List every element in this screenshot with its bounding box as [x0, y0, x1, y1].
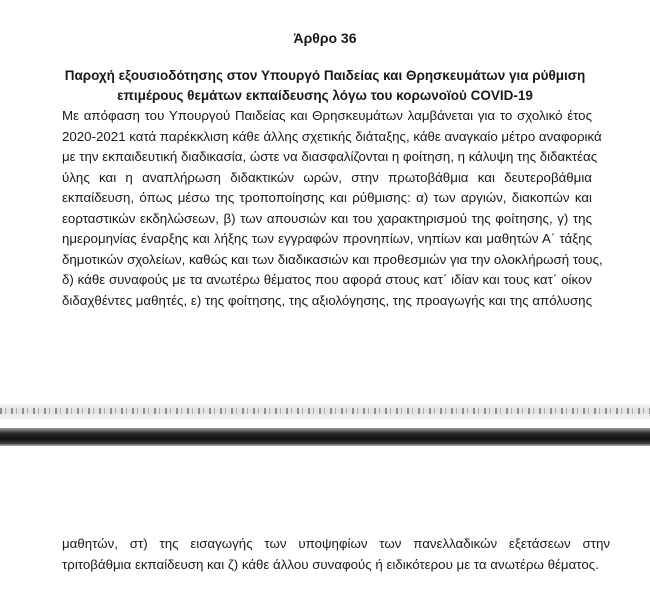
article-title: Άρθρο 36: [293, 30, 357, 46]
body-line: εορταστικών εκδηλώσεων, β) των απουσιών και του χαρακτηρισμού της φοίτησης, γ) της: [62, 210, 592, 226]
subtitle-line: επιμέρους θεμάτων εκπαίδευσης λόγω του κορωνοϊού COVID-19: [117, 88, 533, 103]
subtitle-line: Παροχή εξουσιοδότησης στον Υπουργό Παιδείας και Θρησκευμάτων για ρύθμιση: [64, 68, 586, 83]
body-line: ημερομηνίας έναρξης και λήξης των εγγραφών προνηπίων, νηπίων και μαθητών Α΄ τάξης: [62, 231, 592, 246]
body-line: δημοτικών σχολείων, καθώς και των διαδικασιών και προθεσμιών για την ολοκλήρωσή τους,: [62, 251, 603, 267]
page-break-scan-artifact: [0, 398, 650, 453]
article-subtitle: [60, 66, 590, 106]
scan-artifact-dotted-line: [0, 408, 650, 414]
scan-artifact-dark-strip: [0, 428, 650, 446]
body-line: με την εκπαιδευτική διαδικασία, ώστε να διασφαλίζονται η φοίτηση, η κάλυψη της διδακτέας: [62, 149, 598, 164]
continuation-line: μαθητών, στ) της εισαγωγής των υποψηφίων των πανελλαδικών εξετάσεων στην: [62, 536, 610, 551]
body-line: εκπαίδευση, όπως μέσω της τροποποίησης και ρύθμισης: α) των αργιών, διακοπών και: [62, 190, 592, 205]
body-line: διδαχθέντες μαθητές, ε) της φοίτησης, της αξιολόγησης, της προαγωγής και της απόλυσης: [62, 292, 592, 308]
article-body: [62, 106, 603, 311]
continuation-line: τριτοβάθμια εκπαίδευση και ζ) κάθε άλλου συναφούς ή ειδικότερου με τα ανωτέρω θέματος.: [62, 557, 599, 572]
article-body-continuation: [62, 533, 610, 575]
body-line: 2020-2021 κατά παρέκκλιση κάθε άλλης σχετικής διάταξης, κάθε αναγκαίο μέτρο αναφορικά: [62, 128, 602, 144]
body-line: Με απόφαση του Υπουργού Παιδείας και Θρησκευμάτων λαμβάνεται για το σχολικό έτος: [62, 108, 592, 123]
body-line: δ) κάθε συναφούς με τα ανωτέρω θέματος που αφορά στους κατ΄ ιδίαν και τους κατ΄ οίκον: [62, 272, 592, 287]
body-line: ύλης και η αναπλήρωση διδακτικών ωρών, στην πρωτοβάθμια και δευτεροβάθμια: [62, 169, 592, 185]
